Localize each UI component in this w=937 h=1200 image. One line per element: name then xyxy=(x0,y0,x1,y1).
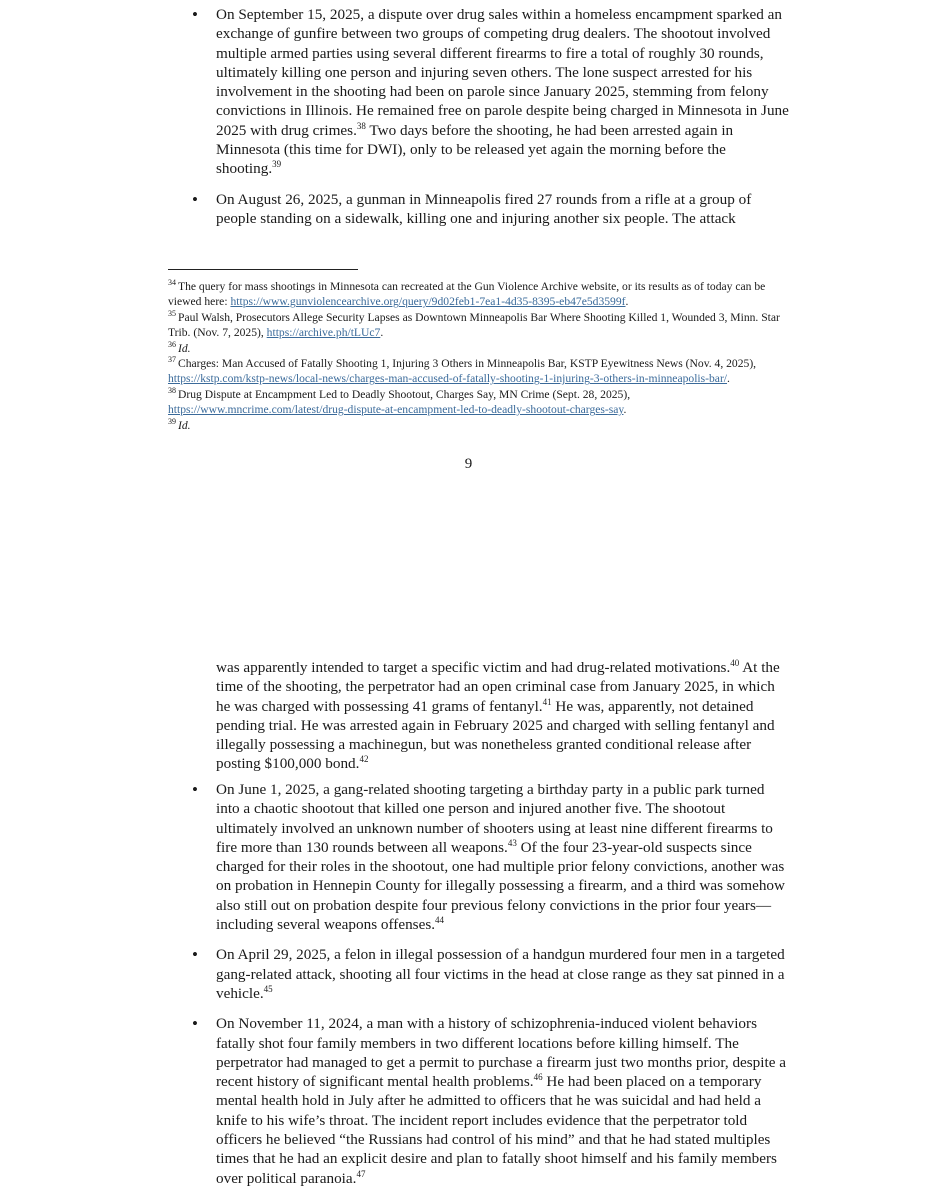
bullet-item-sept-15: • On September 15, 2025, a dispute over drug sales within a homeless encampment sparked an exchange of gunfire between two groups of competing drug dealers. The shootout involved multiple armed parties using several different firearms to fire a total of roughly 30 rounds, ultimately killing one person and injuring seven others. The lone suspect arrested for his involvement in the shooting had been on parole since January 2025, stemming from felony convictions in Illinois. He remained free on parole despite being charged in Minnesota in June 2025 with drug crimes.$^{38}$ Two days before the shooting, he had been arrested again in Minnesota (this time for DWI), only to be released yet again the morning before the shooting.$^{39}$ xyxy=(216,5,792,179)
bullet-item-june-1: • On June 1, 2025, a gang-related shooting targeting a birthday party in a public park turned into a chaotic shootout that killed one person and injured another five. The shootout ultimately involved an unknown number of shooters using at least nine different firearms to fire more than 130 rounds between all weapons.$^{43}$ Of the four 23-year-old suspects since charged for their roles in the shootout, one had multiple prior felony convictions, another was on probation in Hennepin County for illegally possessing a firearm, and a third was somehow also still out on probation despite four previous felony convictions in the prior four years—including several weapons offenses.$^{44}$ xyxy=(216,780,790,934)
page-number: 9 xyxy=(464,456,473,472)
footnote-ref-47[interactable]: 47 xyxy=(356,1168,366,1179)
footnote-38: $^{38}$ Drug Dispute at Encampment Led to Deadly Shootout, Charges Say, MN Crime (Sept. 28, 2025), https://www.mncrime.com/latest/drug-dispute-at-encampment-led-to-deadly-shootout-charges-say. xyxy=(168,385,631,417)
footnote-36: $^{36}$ Id. xyxy=(168,339,191,355)
bullet-item-april-29: • On April 29, 2025, a felon in illegal possession of a handgun murdered four men in a targeted gang-related attack, shooting all four victims in the head at close range as they sat pinned in a vehicle.$^{45}$ xyxy=(216,945,790,1003)
footnote-ref-42[interactable]: 42 xyxy=(359,754,369,765)
bullet-item-nov-11: • On November 11, 2024, a man with a history of schizophrenia-induced violent behaviors fatally shot four family members in two different locations before killing himself. The perpetrator had managed to get a permit to purchase a firearm just two months prior, despite a recent history of significant mental health problems.$^{46}$ He had been placed on a temporary mental health hold in July after he admitted to officers that he was suicidal and had held a knife to his wife’s throat. The incident report includes evidence that the perpetrator told officers he believed “the Russians had control of his mind” and that he had stated multiples times that he had an explicit desire and plan to fatally shoot himself and his family members over political paranoia.$^{47}$ xyxy=(216,1014,790,1188)
footnote-35: $^{35}$ Paul Walsh, Prosecutors Allege Security Lapses as Downtown Minneapolis Bar Where Shooting Killed 1, Wounded 3, Minn. Star Trib. (Nov. 7, 2025), https://archive.ph/tLUc7. xyxy=(168,308,780,340)
footnote-ref-43[interactable]: 43 xyxy=(507,837,517,848)
footnote-ref-41[interactable]: 41 xyxy=(542,696,552,707)
bullet-list-bottom xyxy=(216,780,790,1199)
footnote-link[interactable]: https://archive.ph/tLUc7 xyxy=(266,326,381,340)
footnote-ref-45[interactable]: 45 xyxy=(263,983,273,994)
footnote-separator xyxy=(168,269,358,270)
footnote-link[interactable]: https://www.mncrime.com/latest/drug-dispute-at-encampment-led-to-deadly-shootout-charges-say xyxy=(168,403,624,417)
footnote-link[interactable]: https://kstp.com/kstp-news/local-news/charges-man-accused-of-fatally-shooting-1-injuring-3-others-in-minneapolis-bar/ xyxy=(168,372,728,386)
footnote-link[interactable]: https://www.gunviolencearchive.org/query/9d02feb1-7ea1-4d35-8395-eb47e5d3599f xyxy=(230,295,626,309)
bullet-list-top xyxy=(216,5,792,239)
footnote-37: $^{37}$ Charges: Man Accused of Fatally Shooting 1, Injuring 3 Others in Minneapolis Bar, KSTP Eyewitness News (Nov. 4, 2025), https://kstp.com/kstp-news/local-news/charges-man-accused-of-fatally-shooting-1-injuring-3-others-in-minneapolis-bar/. xyxy=(168,355,757,386)
footnote-ref-44[interactable]: 44 xyxy=(435,915,445,926)
footnote-39: $^{39}$ Id. xyxy=(168,416,191,432)
bullet-item-aug-26: • On August 26, 2025, a gunman in Minneapolis fired 27 rounds from a rifle at a group of people standing on a sidewalk, killing one and injuring another six people. The attack xyxy=(216,190,792,229)
footnote-34: $^{34}$ The query for mass shootings in Minnesota can recreated at the Gun Violence Archive website, or its results as of today can be viewed here: https://www.gunviolencearchive.org/query/9d02feb1-7ea1-4d35-8395-eb47e5d3599f. xyxy=(168,278,766,309)
footnote-ref-38[interactable]: 38 xyxy=(356,120,366,131)
footnote-ref-40[interactable]: 40 xyxy=(730,657,740,668)
continuation-paragraph: was apparently intended to target a specific victim and had drug-related motivations.$^{40}$ At the time of the shooting, the perpetrator had an open criminal case from January 2025, in which he was charged with possessing 41 grams of fentanyl.$^{41}$ He was, apparently, not detained pending trial. He was arrested again in February 2025 and charged with selling fentanyl and illegally possessing a machinegun, but was nonetheless granted conditional release after posting $100,000 bond.$^{42}$ xyxy=(216,657,780,773)
footnotes xyxy=(168,279,788,433)
footnote-ref-39[interactable]: 39 xyxy=(272,159,282,170)
footnote-ref-46[interactable]: 46 xyxy=(533,1072,543,1083)
